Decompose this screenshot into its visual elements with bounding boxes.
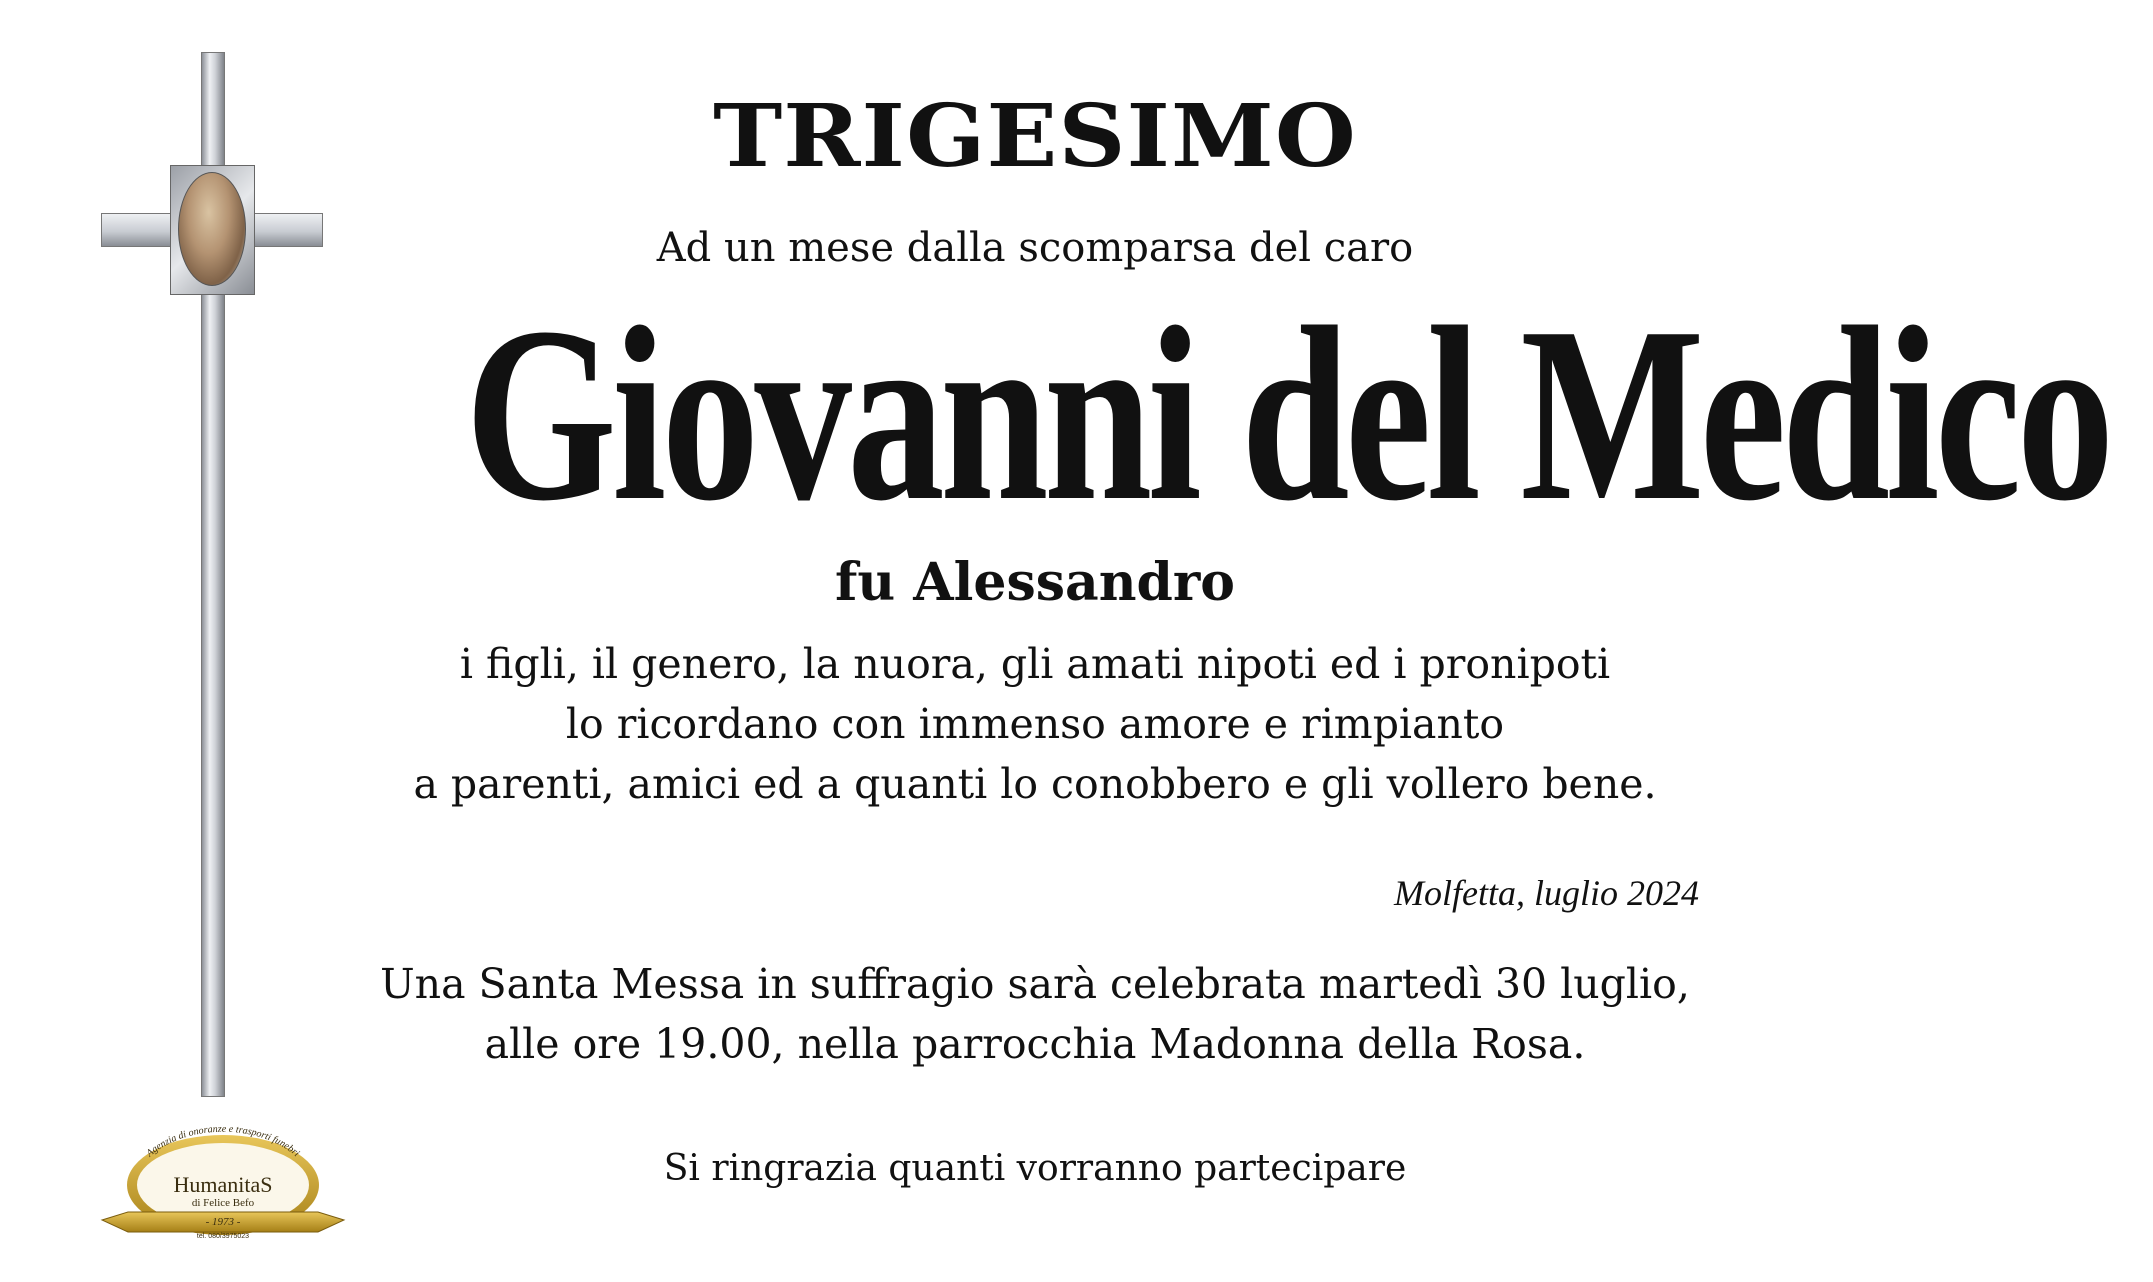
- body-line: lo ricordano con immenso amore e rimpianto: [565, 700, 1505, 748]
- deceased-name: Giovanni del Medico: [465, 276, 2110, 553]
- body-line: a parenti, amici ed a quanti lo conobbero e gli vollero bene.: [413, 760, 1657, 808]
- thanks-text: Si ringrazia quanti vorranno partecipare: [663, 1148, 1407, 1189]
- mass-announcement-line: alle ore 19.00, nella parrocchia Madonna della Rosa.: [484, 1020, 1586, 1068]
- body-line: i figli, il genero, la nuora, gli amati nipoti ed i pronipoti: [459, 640, 1611, 688]
- place-date: Molfetta, luglio 2024: [1394, 873, 1699, 913]
- mass-announcement-line: Una Santa Messa in suffragio sarà celebrata martedì 30 luglio,: [380, 960, 1690, 1008]
- intro-text: Ad un mese dalla scomparsa del caro: [656, 225, 1414, 271]
- logo-phone: tel. 080/3975023: [196, 1233, 250, 1240]
- father-name: fu Alessandro: [835, 552, 1235, 613]
- humanitas-logo: [98, 1120, 348, 1240]
- notice-title: TRIGESIMO: [713, 86, 1357, 187]
- logo-arc-text: Agenzia di onoranze e trasporti funebri: [144, 1123, 302, 1160]
- logo-year: - 1973 -: [205, 1216, 241, 1228]
- logo-owner: di Felice Befo: [191, 1197, 255, 1209]
- logo-brand: HumanitaS: [173, 1172, 273, 1197]
